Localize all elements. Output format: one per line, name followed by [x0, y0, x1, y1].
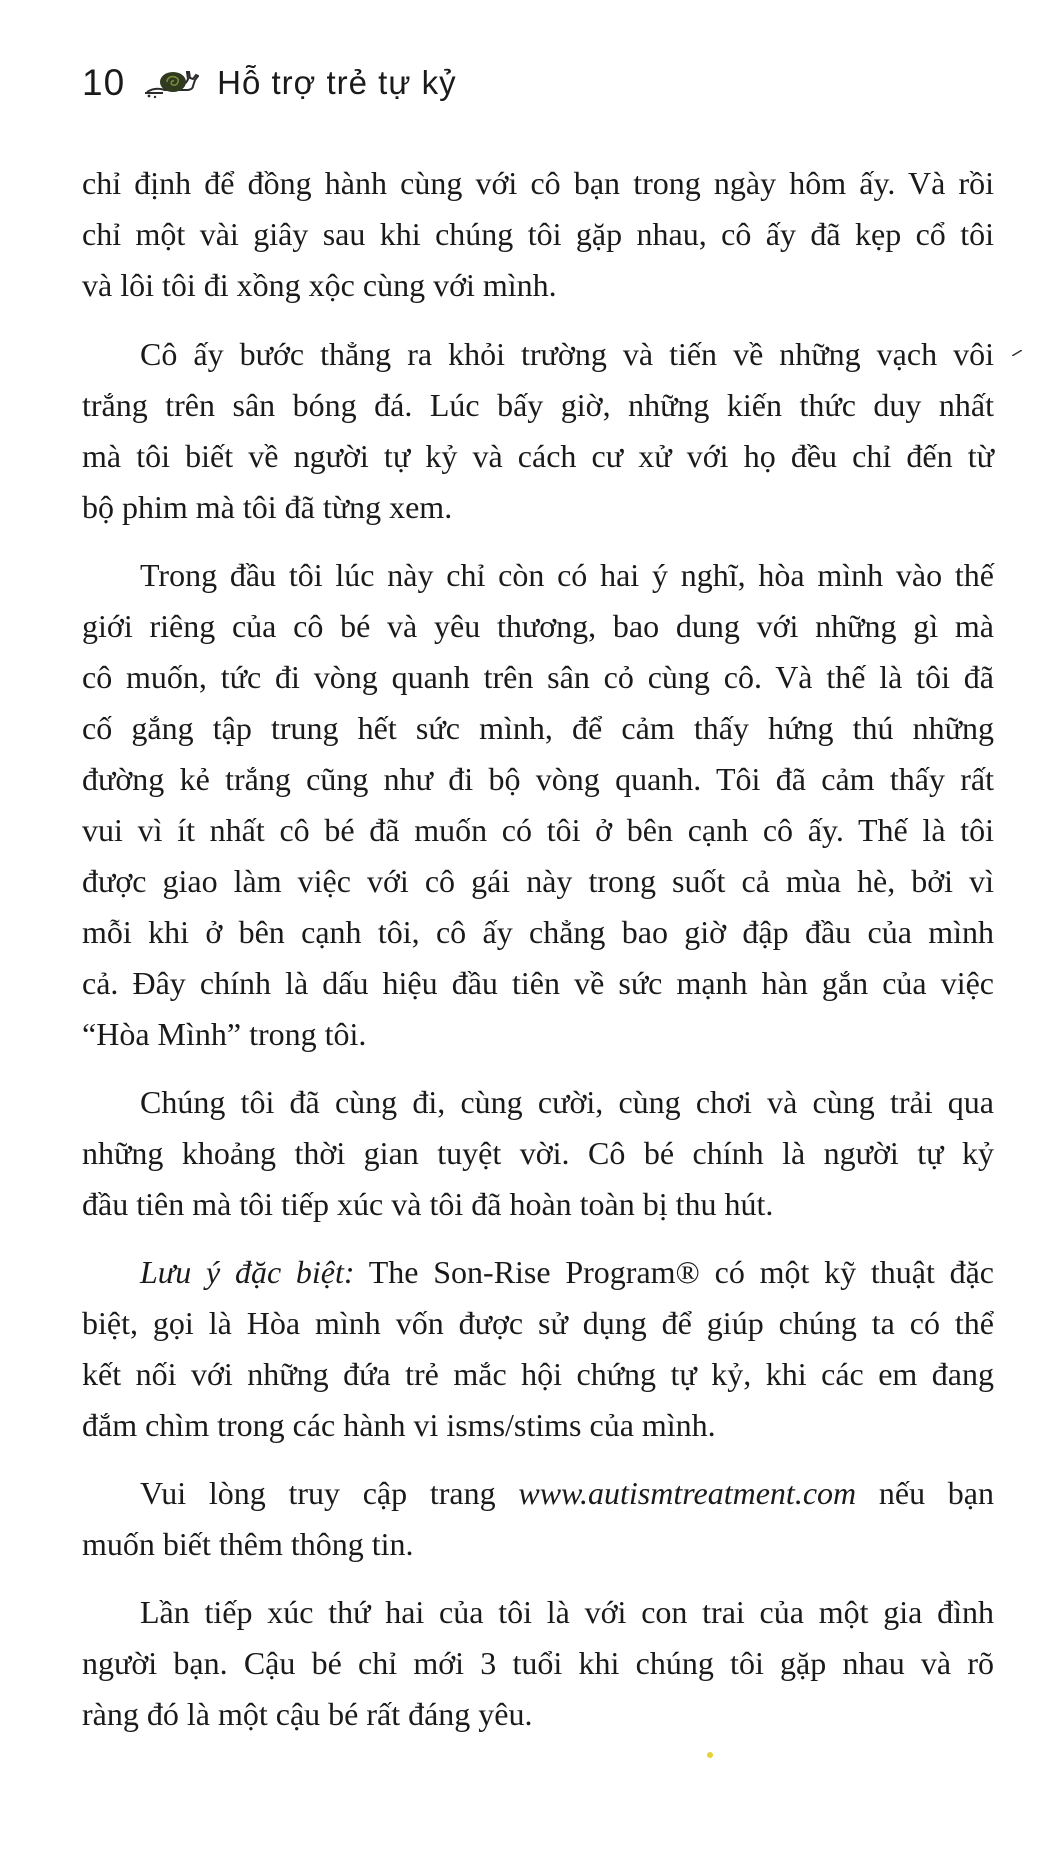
text-line: chỉ một vài giây sau khi chúng tôi gặp nhau, cô ấy đã kẹp cổ tôi — [82, 216, 994, 252]
text-line: Cô ấy bước thẳng ra khỏi trường và tiến về những vạch vôi — [140, 336, 994, 372]
text-line: trắng trên sân bóng đá. Lúc bấy giờ, những kiến thức duy nhất — [82, 387, 994, 423]
paragraph-3 — [82, 550, 994, 1060]
page-header — [82, 62, 457, 104]
margin-tick-mark — [1012, 350, 1022, 356]
running-title: Hỗ trợ trẻ tự kỷ — [217, 64, 457, 101]
paragraph-1 — [82, 158, 994, 311]
text-line: cô muốn, tức đi vòng quanh trên sân cỏ cùng cô. Và thế là tôi đã — [82, 659, 994, 695]
text-line: mỗi khi ở bên cạnh tôi, cô ấy chẳng bao giờ đập đầu của mình — [82, 914, 994, 950]
page-number: 10 — [82, 62, 126, 103]
text-line: ràng đó là một cậu bé rất đáng yêu. — [82, 1696, 533, 1732]
text-line: “Hòa Mình” trong tôi. — [82, 1016, 367, 1052]
text-line: đầu tiên mà tôi tiếp xúc và tôi đã hoàn toàn bị thu hút. — [82, 1186, 774, 1222]
text-line: chỉ định để đồng hành cùng với cô bạn trong ngày hôm ấy. Và rồi — [82, 165, 994, 201]
paragraph-7 — [82, 1587, 994, 1740]
text-line: Lần tiếp xúc thứ hai của tôi là với con trai của một gia đình — [140, 1594, 994, 1630]
print-speck — [707, 1752, 713, 1758]
text-line — [82, 1247, 994, 1298]
text-line — [82, 1468, 994, 1519]
text-line: Trong đầu tôi lúc này chỉ còn có hai ý nghĩ, hòa mình vào thế — [140, 557, 994, 593]
text-line: biệt, gọi là Hòa mình vốn được sử dụng để giúp chúng ta có thể — [82, 1305, 994, 1341]
paragraph-4 — [82, 1077, 994, 1230]
text-line: cả. Đây chính là dấu hiệu đầu tiên về sức mạnh hàn gắn của việc — [82, 965, 994, 1001]
note-label: Lưu ý đặc biệt: — [140, 1254, 355, 1290]
text-line: vui vì ít nhất cô bé đã muốn có tôi ở bên cạnh cô ấy. Thế là tôi — [82, 812, 994, 848]
text-line: được giao làm việc với cô gái này trong suốt cả mùa hè, bởi vì — [82, 863, 994, 899]
paragraph-special-note — [82, 1247, 994, 1451]
text-line: mà tôi biết về người tự kỷ và cách cư xử với họ đều chỉ đến từ — [82, 438, 994, 474]
body-text — [82, 158, 994, 1757]
text-line: kết nối với những đứa trẻ mắc hội chứng tự kỷ, khi các em đang — [82, 1356, 994, 1392]
website-tail-text: nếu bạn — [856, 1475, 995, 1511]
snail-ornament-icon — [143, 66, 199, 100]
text-line: người bạn. Cậu bé chỉ mới 3 tuổi khi chúng tôi gặp nhau và rõ — [82, 1645, 994, 1681]
note-text: The Son-Rise Program® có một kỹ thuật đặc — [354, 1254, 995, 1290]
website-lead-text: Vui lòng truy cập trang — [140, 1475, 519, 1511]
paragraph-2 — [82, 329, 994, 533]
text-line: giới riêng của cô bé và yêu thương, bao dung với những gì mà — [82, 608, 994, 644]
text-line: cố gắng tập trung hết sức mình, để cảm thấy hứng thú những — [82, 710, 994, 746]
text-line: những khoảng thời gian tuyệt vời. Cô bé chính là người tự kỷ — [82, 1135, 994, 1171]
text-line: và lôi tôi đi xồng xộc cùng với mình. — [82, 267, 557, 303]
text-line: bộ phim mà tôi đã từng xem. — [82, 489, 453, 525]
text-line: đường kẻ trắng cũng như đi bộ vòng quanh. Tôi đã cảm thấy rất — [82, 761, 994, 797]
text-line: đắm chìm trong các hành vi isms/stims của mình. — [82, 1407, 716, 1443]
text-line: Chúng tôi đã cùng đi, cùng cười, cùng chơi và cùng trải qua — [140, 1084, 994, 1120]
text-line: muốn biết thêm thông tin. — [82, 1526, 414, 1562]
paragraph-website — [82, 1468, 994, 1570]
website-url: www.autismtreatment.com — [518, 1475, 857, 1511]
